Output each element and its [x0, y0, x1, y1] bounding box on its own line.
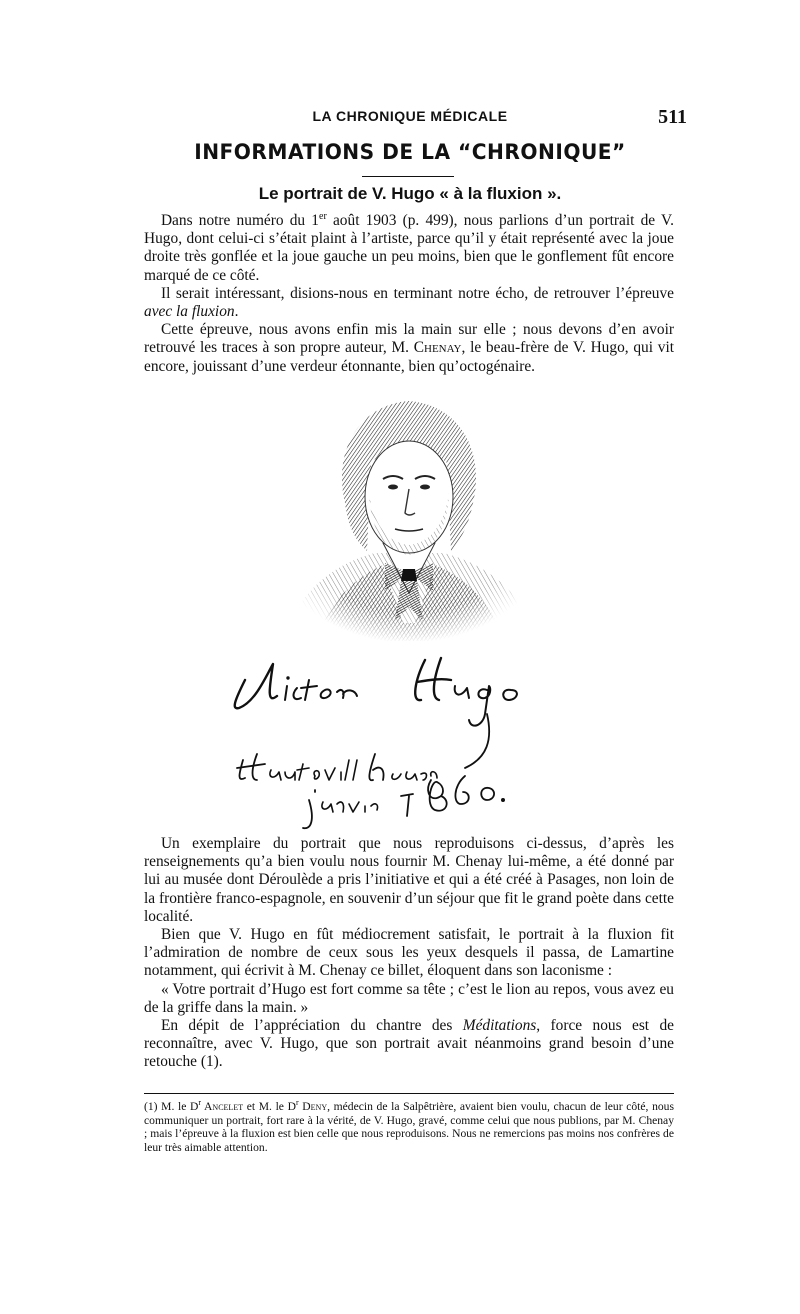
- article-body-bottom: [144, 835, 674, 1072]
- portrait-engraving: [275, 393, 543, 643]
- paragraph-5: Bien que V. Hugo en fût médiocrement satisfait, le portrait à la fluxion fit l’admiration de nombre de ceux sous les yeux desquels il passa, de Lamartine notamment, qui écrivit à M. Chenay ce billet, éloquent dans son laconisme :: [144, 926, 674, 980]
- paragraph-7: En dépit de l’appréciation du chantre des Méditations, force nous est de reconnaître, avec V. Hugo, que son portrait avait néanmoins grand besoin d’une retouche (1).: [144, 1017, 675, 1071]
- section-heading: INFORMATIONS DE LA “CHRONIQUE”: [194, 140, 626, 164]
- footnote: (1) M. le $D^r$ Ancelet et M. le $D^r$ Deny, médecin de la Salpêtrière, avaient bien voulu, chacun de leur côté, nous communiquer un portrait, fort rare à la vérité, de V. Hugo, gravé, comme celui que nous publions, par M. Chenay ; mais l’épreuve à la fluxion est bien celle que nous reproduisons. Nous ne remercions pas moins nos confrères de leur très aimable attention.: [144, 1098, 674, 1154]
- running-title: LA CHRONIQUE MÉDICALE: [312, 108, 508, 124]
- footnote-rule: [144, 1093, 674, 1094]
- article-body-top: [144, 212, 674, 376]
- page-number: 511: [658, 106, 687, 128]
- handwritten-signature: [225, 650, 575, 830]
- paragraph-3: Cette épreuve, nous avons enfin mis la main sur elle ; nous devons d’en avoir retrouvé les traces à son propre auteur, M. Chenay, le beau-frère de V. Hugo, qui vit encore, jouissant d’une verdeur étonnante, bien qu’octogénaire.: [144, 321, 674, 375]
- paragraph-1: Dans notre numéro du 1er août 1903 (p. 499), nous parlions d’un portrait de V. Hugo, dont celui-ci s’était plaint à l’artiste, parce qu’il y était représenté avec la joue droite très gonflée et la joue gauche un peu moins, bien que le gonflement fût encore marqué de ce côté.: [144, 210, 674, 284]
- paragraph-2: Il serait intéressant, disions-nous en terminant notre écho, de retrouver l’épreuve avec la fluxion.: [144, 284, 674, 321]
- superscript: er: [319, 210, 327, 222]
- article-title: Le portrait de V. Hugo « à la fluxion ».: [258, 184, 562, 203]
- heading-rule: [362, 176, 454, 177]
- running-head: [140, 106, 687, 130]
- paragraph-4: Un exemplaire du portrait que nous reproduisons ci-dessus, d’après les renseignements qu’a bien voulu nous fournir M. Chenay lui-même, a été donné par lui au musée dont Déroulède a pris l’initiative et qui a été créé à Pasages, non loin de la frontière franco-espagnole, en souvenir d’un séjour que fit le grand poète dans cette localité.: [144, 835, 674, 925]
- quotation: « Votre portrait d’Hugo est fort comme sa tête ; c’est le lion au repos, vous avez eu de la griffe dans la main. »: [144, 980, 674, 1016]
